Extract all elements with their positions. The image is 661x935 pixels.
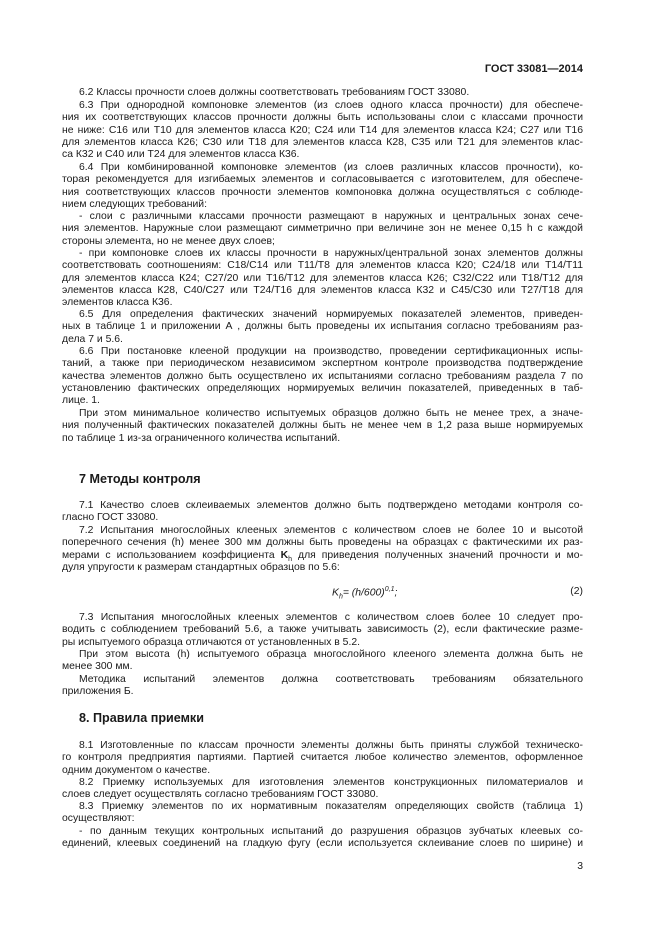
formula-number: (2) xyxy=(570,586,583,597)
text-line: стороны элемента, но не менее двух слоев; xyxy=(62,235,275,247)
paragraph xyxy=(62,612,583,649)
text-line: 6.3 При однородной компоновке элементов (из слоев одного класса прочности) для обеспече- xyxy=(79,100,583,111)
text-line: 6.4 При комбинированной компоновке элементов (из слоев различных классов прочности), ко- xyxy=(79,162,583,173)
text-line: 8.3 Приемку элементов по их нормативным показателям определяющих свойств (таблица 1) xyxy=(79,801,583,812)
paragraph xyxy=(62,211,583,248)
text-line: дела 7 и 5.6. xyxy=(62,333,123,345)
coefficient-symbol: K xyxy=(280,549,289,561)
text-line: таний, а также при периодическом независимом экспертном контроле производства подтверждение xyxy=(62,358,583,370)
text-line: для элементов класса К26; С30 или Т18 для элементов класса К28, С35 или Т21 для элементов клас- xyxy=(62,137,583,149)
text-line: ния их соответствующих классов прочности должны быть использованы слои с классами прочности xyxy=(62,112,583,124)
paragraph xyxy=(62,674,583,699)
paragraph xyxy=(62,87,583,99)
paragraph xyxy=(62,248,583,310)
text-line xyxy=(62,550,583,562)
text-line: осуществляют: xyxy=(62,813,135,825)
document-code-header: ГОСТ 33081—2014 xyxy=(484,63,583,75)
text-line: поперечного сечения (h) менее 300 мм должны быть проведены на образцах с фактическими их раз- xyxy=(62,537,583,549)
text-line: лице. 1. xyxy=(62,395,100,407)
formula-lhs: K xyxy=(332,587,339,599)
text-line: При этом высота (h) испытуемого образца многослойного клееного элемента должна быть не xyxy=(79,649,583,660)
text-line: 6.5 Для определения фактических значений нормируемых показателей элементов, приведен- xyxy=(79,309,583,320)
text-line: 6.2 Классы прочности слоев должны соответствовать требованиям ГОСТ 33080. xyxy=(79,87,470,98)
paragraph xyxy=(62,162,583,211)
text-line: Методика испытаний элементов должна соответствовать требованиям обязательного xyxy=(79,674,583,685)
text-line: го контроля предприятия партиями. Партией считается любое количество элементов, оформленное xyxy=(62,752,583,764)
text-line: - слои с различными классами прочности размещают в наружных и центральных зонах сече- xyxy=(79,211,583,222)
text-line: ния полученный фактических показателей должны быть не менее чем в 1,2 раза выше нормируемых xyxy=(62,420,583,432)
text-line: водить с соблюдением требований 5.6, а также учитывать зависимость (2), если фактические разме- xyxy=(62,624,583,636)
text-line: 6.6 При постановке клееной продукции на производство, проведении сертификационных испы- xyxy=(79,346,583,357)
text-segment: для приведения полученных значений прочности и мо- xyxy=(292,549,583,561)
section-heading: 8. Правила приемки xyxy=(79,711,204,725)
paragraph xyxy=(62,346,583,408)
text-line: 7.3 Испытания многослойных клееных элементов с количеством слоев более 10 следует про- xyxy=(79,612,583,623)
paragraph xyxy=(62,826,583,851)
formula-rhs: = (h/600) xyxy=(342,587,385,599)
paragraph xyxy=(62,100,583,162)
paragraph xyxy=(62,649,583,674)
text-segment: мерами с использованием коэффициента xyxy=(62,549,281,561)
paragraph xyxy=(62,525,583,574)
text-line: - по данным текущих контрольных испытаний до разрушения образцов зубчатых клеевых со- xyxy=(79,826,583,837)
text-line: элементов класса К36. xyxy=(62,297,173,309)
paragraph xyxy=(62,309,583,346)
text-line: - при компоновке слоев их классы прочности в наружных/центральной зонах элементов должны xyxy=(79,248,583,259)
coefficient-subscript: h xyxy=(288,555,293,563)
text-line: элементов класса К28, С40/С27 или Т24/Т16 для элементов класса К32 и С45/С30 или Т27/Т18 для xyxy=(62,285,583,297)
text-line: 7.1 Качество слоев склеиваемых элементов должно быть подтверждено методами контроля со- xyxy=(79,500,583,511)
text-line: торая рекомендуется для изгибаемых элементов и согласовывается с изготовителем, для обеспече- xyxy=(62,174,583,186)
formula-expression xyxy=(332,586,397,601)
text-line: ры испытуемого образца отличаются от установленных в 5.2. xyxy=(62,636,361,648)
formula-tail: ; xyxy=(394,587,398,599)
paragraph xyxy=(62,740,583,777)
text-line: са К32 и С40 или Т24 для элементов класса К36. xyxy=(62,149,300,161)
text-line: приложения Б. xyxy=(62,686,134,698)
text-line: слоев следует осуществлять согласно требованиям ГОСТ 33080. xyxy=(62,789,379,801)
text-line: единений, клеевых соединений на гладкую фугу (если используется склеивание слоев по ширине) и xyxy=(62,838,583,850)
page-number: 3 xyxy=(577,861,583,872)
text-line: нием следующих требований: xyxy=(62,199,207,211)
text-line: качества элементов должно быть осуществлено их испытаниями согласно требованиям раздела 7 по xyxy=(62,370,583,382)
formula-lhs-subscript: h xyxy=(338,593,343,601)
text-line: одним документом о качестве. xyxy=(62,764,211,776)
text-line: соответствовать соотношениям: С18/С14 или Т11/Т8 для элементов класса К20; С24/18 или Т14/Т11 xyxy=(62,260,583,272)
paragraph xyxy=(62,408,583,445)
paragraph xyxy=(62,801,583,826)
paragraph xyxy=(62,777,583,802)
text-line: ния элементов. Наружные слои размещают симметрично при величине зон не менее 0,15 h с каждой xyxy=(62,223,583,235)
paragraph xyxy=(62,500,583,525)
text-line: При этом минимальное количество испытуемых образцов должно быть не менее трех, а значе- xyxy=(79,408,583,419)
text-line: ния соответствующих классов прочности элементов компоновка должна осуществляться с соблюде- xyxy=(62,186,583,198)
text-line: 7.2 Испытания многослойных клееных элементов с количеством слоев не более 10 и высотой xyxy=(79,525,583,536)
text-line: гласно ГОСТ 33080. xyxy=(62,512,159,524)
text-line: дуля упругости к размерам стандартных образцов по 5.6: xyxy=(62,562,340,574)
text-line: не ниже: С16 или Т10 для элементов класса К20; С24 или Т14 для элементов класса К24; С27 или Т16 xyxy=(62,124,583,136)
formula-exponent: 0,1 xyxy=(384,586,395,593)
text-line: менее 300 мм. xyxy=(62,661,133,673)
text-line: для элементов класса К24; С27/20 или Т16/Т12 для элементов класса К26; С32/С22 или Т18/Т12 для xyxy=(62,272,583,284)
text-line: ных в таблице 1 и приложении А , должны быть проведены их испытания согласно требованиям раз- xyxy=(62,321,583,333)
text-line: по таблице 1 из-за ограниченного количества испытаний. xyxy=(62,432,341,444)
section-heading: 7 Методы контроля xyxy=(79,472,201,486)
text-line: 8.2 Приемку используемых для изготовления элементов конструкционных пиломатериалов и xyxy=(79,777,583,788)
text-line: установлению фактических определяющих нормируемых величин показателей, приведенных в таб- xyxy=(62,383,583,395)
text-line: 8.1 Изготовленные по классам прочности элементы должны быть приняты службой техническо- xyxy=(79,740,583,751)
